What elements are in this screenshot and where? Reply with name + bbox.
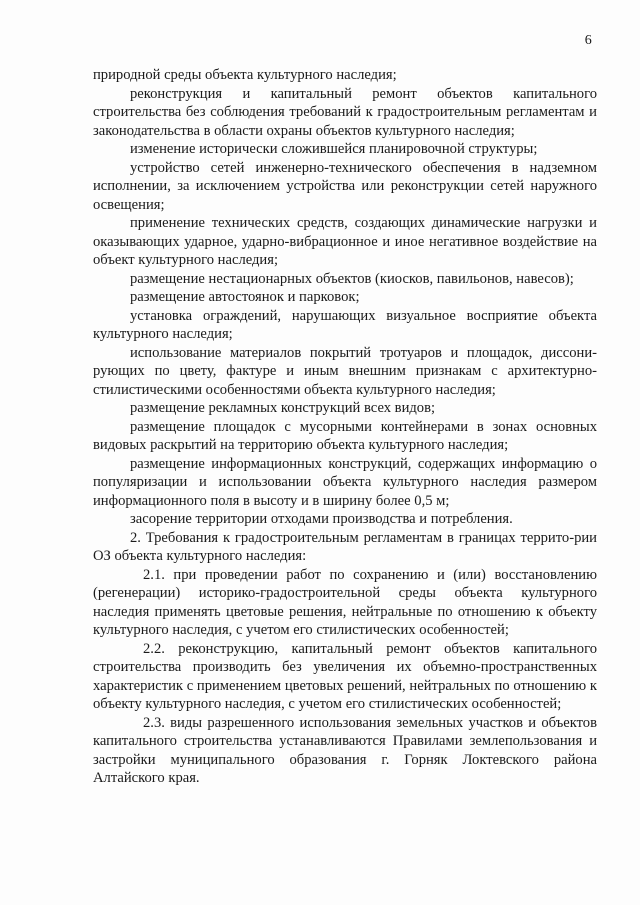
paragraph: использование материалов покрытий тротуаров и площадок, диссони-рующих по цвету, фактуре и иным внешним признакам с архитектурно-стилистическими особенностями объекта культурного наследия; <box>93 344 597 398</box>
paragraph: устройство сетей инженерно-технического обеспечения в надземном исполнении, за исключением устройства или реконструкции сетей наружного освещения; <box>93 159 597 213</box>
numbered-clause: 2.1. при проведении работ по сохранению и (или) восстановлению (регенерации) историко-градостроительной среды объекта культурного наследия применять цветовые решения, нейтральные по отношению к объекту культурного наследия, с учетом его стилистических особенностей; <box>93 566 597 638</box>
paragraph: природной среды объекта культурного наследия; <box>93 67 397 83</box>
page-number: 6 <box>584 33 592 48</box>
paragraph: реконструкция и капитальный ремонт объектов капитального строительства без соблюдения требований к градостроительным регламентам и законодательства в области охраны объектов культурного наследия; <box>93 85 597 139</box>
paragraph: размещение автостоянок и парковок; <box>130 289 360 305</box>
numbered-clause: 2.3. виды разрешенного использования земельных участков и объектов капитального строительства устанавливаются Правилами землепользования и застройки муниципального образования г. Горняк Локтевского района Алтайского края. <box>93 714 597 786</box>
paragraph: размещение площадок с мусорными контейнерами в зонах основных видовых раскрытий на территорию объекта культурного наследия; <box>93 418 597 453</box>
paragraph: изменение исторически сложившейся планировочной структуры; <box>130 141 538 157</box>
paragraph: установка ограждений, нарушающих визуальное восприятие объекта культурного наследия; <box>93 307 597 342</box>
paragraph: размещение рекламных конструкций всех видов; <box>130 400 436 416</box>
paragraph: засорение территории отходами производства и потребления. <box>130 511 513 527</box>
paragraph: размещение информационных конструкций, содержащих информацию о популяризации и использовании объекта культурного наследия размером информационного поля в высоту и в ширину более 0,5 м; <box>93 455 597 509</box>
paragraph: размещение нестационарных объектов (киосков, павильонов, навесов); <box>130 270 574 287</box>
section-heading-paragraph: 2. Требования к градостроительным регламентам в границах террито-рии ОЗ объекта культурного наследия: <box>93 529 597 564</box>
numbered-clause: 2.2. реконструкцию, капитальный ремонт объектов капитального строительства производить без увеличения их объемно-пространственных характеристик с применением цветовых решений, нейтральных по отношению к объекту культурного наследия, с учетом его стилистических особенностей; <box>93 640 597 712</box>
paragraph: применение технических средств, создающих динамические нагрузки и оказывающих ударное, ударно-вибрационное и иное негативное воздействие на объект культурного наследия; <box>93 215 597 268</box>
document-body <box>93 66 597 788</box>
